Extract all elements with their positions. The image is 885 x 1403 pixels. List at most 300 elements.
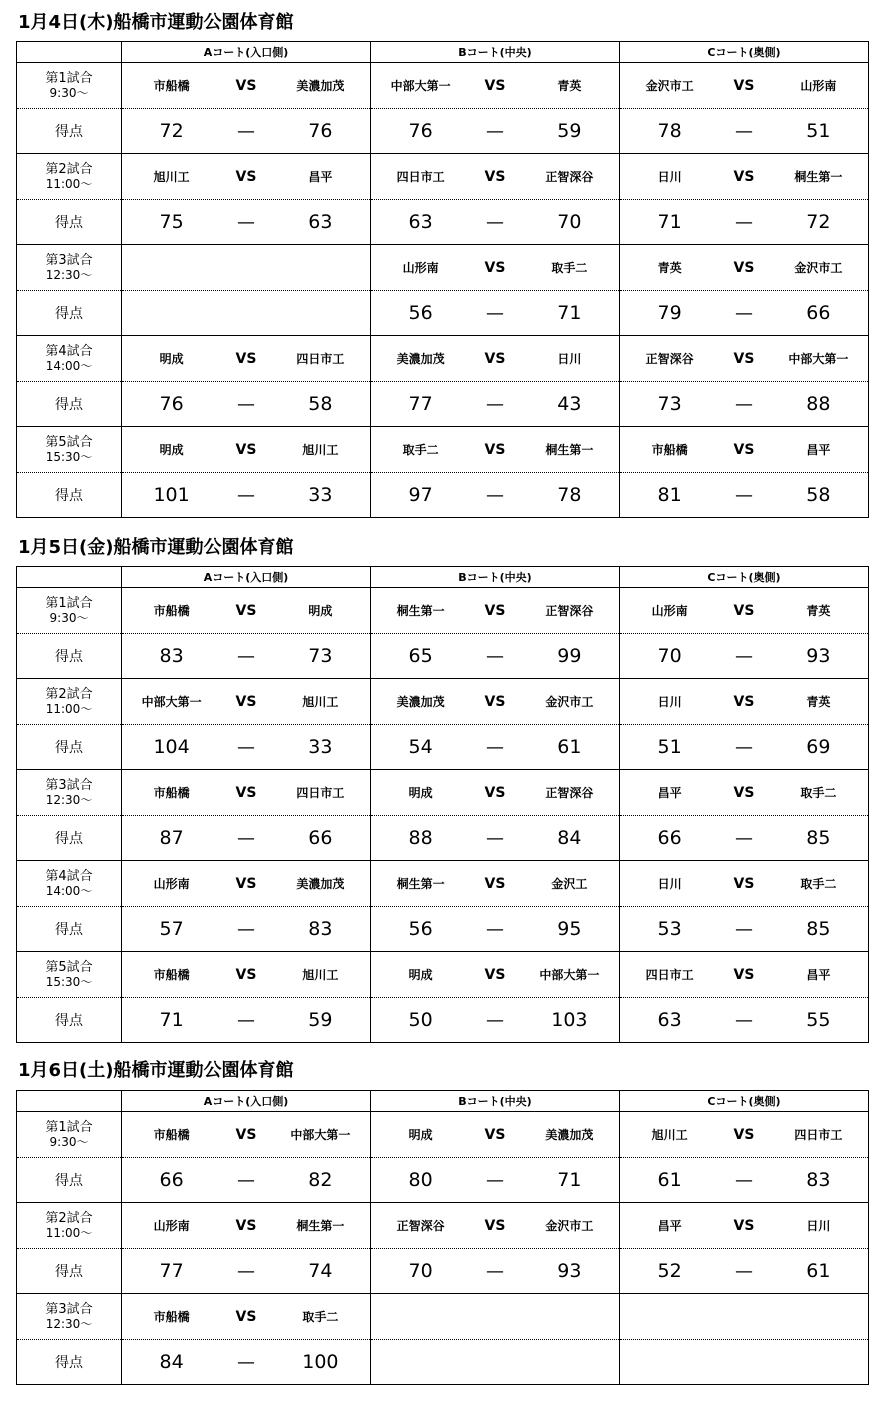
score-cell [620, 907, 869, 952]
matchup [620, 784, 868, 801]
vs-label: VS [484, 259, 506, 276]
score-cell [371, 200, 620, 245]
matchup-cell [371, 154, 620, 200]
matchup-cell [620, 952, 869, 998]
corner-cell [17, 567, 122, 588]
round-name: 第3試合 [45, 1301, 93, 1317]
match-row [17, 952, 869, 998]
corner-cell [17, 1091, 122, 1112]
home-score: 73 [657, 393, 682, 415]
score-dash: — [236, 1260, 255, 1282]
home-team: 明成 [159, 443, 184, 457]
away-score: 70 [557, 211, 582, 233]
matchup-cell [620, 63, 869, 109]
home-team: 四日市工 [396, 170, 445, 184]
matchup [620, 350, 868, 367]
score-row [17, 634, 869, 679]
away-team: 昌平 [806, 443, 831, 457]
score-row [17, 1340, 869, 1385]
away-team: 四日市工 [794, 1128, 843, 1142]
score-line [371, 736, 619, 758]
away-score: 61 [557, 736, 582, 758]
score-line [122, 1169, 370, 1191]
score-cell [122, 382, 371, 427]
home-score: 53 [657, 918, 682, 940]
vs-label: VS [235, 693, 257, 710]
score-dash: — [485, 827, 504, 849]
home-score: 81 [657, 484, 682, 506]
vs-label: VS [733, 784, 755, 801]
away-team: 青英 [557, 79, 582, 93]
corner-cell [17, 42, 122, 63]
score-row [17, 907, 869, 952]
home-team: 旭川工 [153, 170, 190, 184]
away-team: 旭川工 [302, 968, 339, 982]
home-score: 56 [408, 918, 433, 940]
score-label: 得点 [17, 725, 122, 770]
round-label [17, 770, 122, 816]
score-line [620, 736, 868, 758]
round-name: 第3試合 [45, 252, 93, 268]
home-score: 71 [159, 1009, 184, 1031]
match-row [17, 63, 869, 109]
score-cell [371, 1158, 620, 1203]
score-label: 得点 [17, 998, 122, 1043]
home-team: 取手二 [402, 443, 439, 457]
round-time: 11:00〜 [45, 176, 93, 191]
matchup-cell [620, 1112, 869, 1158]
away-score: 95 [557, 918, 582, 940]
home-score: 70 [408, 1260, 433, 1282]
home-team: 昌平 [657, 1219, 682, 1233]
matchup-cell [620, 336, 869, 382]
score-row [17, 725, 869, 770]
vs-label: VS [235, 966, 257, 983]
home-team: 市船橋 [153, 968, 190, 982]
score-dash: — [734, 827, 753, 849]
matchup [371, 168, 619, 185]
away-team: 取手二 [551, 261, 588, 275]
score-line [122, 918, 370, 940]
matchup-cell [371, 1203, 620, 1249]
vs-label: VS [484, 693, 506, 710]
round-name: 第2試合 [45, 1210, 93, 1226]
home-team: 金沢市工 [645, 79, 694, 93]
score-cell [620, 291, 869, 336]
vs-label: VS [733, 441, 755, 458]
away-score: 83 [308, 918, 333, 940]
score-cell [122, 907, 371, 952]
away-score: 93 [806, 645, 831, 667]
matchup [620, 966, 868, 983]
score-row [17, 291, 869, 336]
court-header-row [17, 42, 869, 63]
match-row [17, 588, 869, 634]
home-score: 63 [408, 211, 433, 233]
score-line [371, 1260, 619, 1282]
matchup-cell [122, 245, 371, 291]
match-row [17, 679, 869, 725]
match-row [17, 154, 869, 200]
score-dash: — [485, 1009, 504, 1031]
score-dash: — [734, 393, 753, 415]
court-header-row [17, 1091, 869, 1112]
matchup-cell [620, 1203, 869, 1249]
match-row [17, 1203, 869, 1249]
round-time: 15:30〜 [45, 974, 93, 989]
away-score: 58 [308, 393, 333, 415]
score-label: 得点 [17, 1249, 122, 1294]
court-header: Cコート(奥側) [620, 42, 869, 63]
score-dash: — [236, 484, 255, 506]
matchup-cell [122, 861, 371, 907]
score-dash: — [236, 918, 255, 940]
round-time: 11:00〜 [45, 1225, 93, 1240]
round-label [17, 861, 122, 907]
score-line [620, 302, 868, 324]
home-team: 旭川工 [651, 1128, 688, 1142]
matchup [371, 259, 619, 276]
matchup [122, 602, 370, 619]
round-label [17, 588, 122, 634]
matchup-cell [122, 952, 371, 998]
matchup [371, 875, 619, 892]
score-cell [122, 725, 371, 770]
vs-label: VS [235, 784, 257, 801]
home-score: 56 [408, 302, 433, 324]
away-team: 美濃加茂 [545, 1128, 594, 1142]
away-team: 正智深谷 [545, 786, 594, 800]
round-label [17, 1294, 122, 1340]
score-dash: — [485, 1169, 504, 1191]
score-dash: — [236, 827, 255, 849]
home-score: 104 [153, 736, 190, 758]
score-cell [122, 473, 371, 518]
away-team: 桐生第一 [296, 1219, 345, 1233]
away-score: 69 [806, 736, 831, 758]
score-dash: — [485, 918, 504, 940]
score-line [620, 120, 868, 142]
vs-label: VS [733, 259, 755, 276]
score-line [371, 1169, 619, 1191]
score-cell [122, 291, 371, 336]
matchup-cell [122, 154, 371, 200]
score-line [371, 645, 619, 667]
score-label: 得点 [17, 291, 122, 336]
round-time: 12:30〜 [45, 792, 93, 807]
away-score: 58 [806, 484, 831, 506]
away-score: 55 [806, 1009, 831, 1031]
matchup [122, 693, 370, 710]
home-team: 市船橋 [153, 1310, 190, 1324]
round-name: 第4試合 [45, 343, 93, 359]
home-team: 市船橋 [153, 1128, 190, 1142]
score-label: 得点 [17, 473, 122, 518]
score-line [371, 211, 619, 233]
vs-label: VS [733, 168, 755, 185]
matchup-cell [371, 952, 620, 998]
home-score: 97 [408, 484, 433, 506]
score-cell [620, 382, 869, 427]
score-cell [620, 109, 869, 154]
matchup [122, 441, 370, 458]
home-score: 77 [159, 1260, 184, 1282]
away-team: 中部大第一 [290, 1128, 351, 1142]
score-cell [122, 816, 371, 861]
round-label [17, 245, 122, 291]
matchup [620, 259, 868, 276]
score-dash: — [485, 484, 504, 506]
vs-label: VS [235, 602, 257, 619]
score-cell [371, 1340, 620, 1385]
home-team: 市船橋 [153, 786, 190, 800]
day-title: 1月4日(木)船橋市運動公園体育館 [18, 12, 294, 33]
home-score: 71 [657, 211, 682, 233]
vs-label: VS [733, 602, 755, 619]
vs-label: VS [484, 875, 506, 892]
away-team: 日川 [557, 352, 582, 366]
home-team: 山形南 [153, 877, 190, 891]
vs-label: VS [484, 350, 506, 367]
matchup [620, 875, 868, 892]
score-dash: — [734, 736, 753, 758]
match-row [17, 427, 869, 473]
score-cell [371, 998, 620, 1043]
vs-label: VS [235, 441, 257, 458]
round-name: 第3試合 [45, 777, 93, 793]
matchup-cell [122, 336, 371, 382]
home-score: 79 [657, 302, 682, 324]
score-cell [620, 1249, 869, 1294]
matchup-cell [620, 427, 869, 473]
matchup-cell [371, 679, 620, 725]
matchup [620, 1126, 868, 1143]
score-line [122, 1351, 370, 1373]
away-score: 66 [806, 302, 831, 324]
schedule-table [16, 1090, 869, 1385]
matchup-cell [122, 1112, 371, 1158]
matchup-cell [371, 63, 620, 109]
away-score: 43 [557, 393, 582, 415]
home-team: 桐生第一 [396, 604, 445, 618]
away-team: 昌平 [308, 170, 333, 184]
score-cell [122, 1249, 371, 1294]
vs-label: VS [235, 1308, 257, 1325]
score-dash: — [734, 1169, 753, 1191]
vs-label: VS [484, 602, 506, 619]
matchup [122, 1217, 370, 1234]
vs-label: VS [235, 168, 257, 185]
score-cell [371, 907, 620, 952]
score-label: 得点 [17, 200, 122, 245]
matchup-cell [122, 427, 371, 473]
score-dash: — [236, 120, 255, 142]
round-label [17, 1112, 122, 1158]
matchup-cell [371, 861, 620, 907]
matchup [122, 168, 370, 185]
round-time: 12:30〜 [45, 267, 93, 282]
away-team: 美濃加茂 [296, 79, 345, 93]
home-score: 52 [657, 1260, 682, 1282]
matchup [122, 350, 370, 367]
round-name: 第5試合 [45, 959, 93, 975]
round-time: 12:30〜 [45, 1316, 93, 1331]
score-dash: — [485, 120, 504, 142]
matchup-cell [371, 1112, 620, 1158]
away-team: 四日市工 [296, 786, 345, 800]
home-team: 明成 [159, 352, 184, 366]
court-header: Bコート(中央) [371, 567, 620, 588]
away-score: 71 [557, 302, 582, 324]
away-score: 83 [806, 1169, 831, 1191]
matchup [371, 1217, 619, 1234]
score-cell [620, 1158, 869, 1203]
home-team: 中部大第一 [390, 79, 451, 93]
score-cell [371, 473, 620, 518]
away-score: 59 [557, 120, 582, 142]
score-line [371, 827, 619, 849]
score-line [122, 484, 370, 506]
matchup-cell [371, 427, 620, 473]
home-score: 61 [657, 1169, 682, 1191]
matchup [620, 168, 868, 185]
home-score: 63 [657, 1009, 682, 1031]
round-label [17, 679, 122, 725]
away-score: 59 [308, 1009, 333, 1031]
vs-label: VS [484, 966, 506, 983]
match-row [17, 1112, 869, 1158]
score-dash: — [485, 645, 504, 667]
home-score: 51 [657, 736, 682, 758]
away-team: 青英 [806, 695, 831, 709]
matchup [122, 875, 370, 892]
away-team: 金沢市工 [545, 1219, 594, 1233]
matchup-cell [620, 154, 869, 200]
away-score: 85 [806, 827, 831, 849]
vs-label: VS [235, 875, 257, 892]
score-dash: — [734, 918, 753, 940]
score-cell [620, 200, 869, 245]
home-team: 市船橋 [651, 443, 688, 457]
match-row [17, 245, 869, 291]
score-label: 得点 [17, 816, 122, 861]
away-score: 71 [557, 1169, 582, 1191]
score-cell [371, 725, 620, 770]
away-team: 山形南 [800, 79, 837, 93]
matchup [620, 1217, 868, 1234]
score-dash: — [236, 1009, 255, 1031]
away-score: 100 [302, 1351, 339, 1373]
score-line [620, 484, 868, 506]
home-score: 66 [657, 827, 682, 849]
score-cell [122, 634, 371, 679]
home-team: 桐生第一 [396, 877, 445, 891]
score-cell [620, 725, 869, 770]
home-score: 88 [408, 827, 433, 849]
score-line [122, 827, 370, 849]
score-row [17, 382, 869, 427]
round-name: 第5試合 [45, 434, 93, 450]
away-score: 61 [806, 1260, 831, 1282]
score-line [371, 120, 619, 142]
day-title: 1月6日(土)船橋市運動公園体育館 [18, 1060, 294, 1081]
score-line [371, 393, 619, 415]
score-dash: — [485, 393, 504, 415]
home-team: 正智深谷 [396, 1219, 445, 1233]
round-time: 14:00〜 [45, 358, 93, 373]
score-cell [371, 109, 620, 154]
score-cell [122, 1340, 371, 1385]
home-score: 54 [408, 736, 433, 758]
match-row [17, 336, 869, 382]
score-label: 得点 [17, 109, 122, 154]
score-line [122, 393, 370, 415]
home-team: 青英 [657, 261, 682, 275]
away-score: 74 [308, 1260, 333, 1282]
home-team: 山形南 [402, 261, 439, 275]
court-header: Cコート(奥側) [620, 567, 869, 588]
matchup [371, 1126, 619, 1143]
away-team: 中部大第一 [788, 352, 849, 366]
score-dash: — [236, 211, 255, 233]
round-time: 9:30〜 [49, 1134, 89, 1149]
matchup [122, 1308, 370, 1325]
away-team: 取手二 [800, 877, 837, 891]
score-row [17, 109, 869, 154]
matchup-cell [122, 770, 371, 816]
away-score: 82 [308, 1169, 333, 1191]
score-cell [371, 816, 620, 861]
home-score: 72 [159, 120, 184, 142]
court-header: Cコート(奥側) [620, 1091, 869, 1112]
round-time: 11:00〜 [45, 701, 93, 716]
round-label [17, 427, 122, 473]
home-team: 山形南 [153, 1219, 190, 1233]
score-dash: — [485, 302, 504, 324]
away-team: 正智深谷 [545, 604, 594, 618]
home-team: 山形南 [651, 604, 688, 618]
home-score: 101 [153, 484, 190, 506]
matchup [122, 1126, 370, 1143]
vs-label: VS [484, 77, 506, 94]
score-row [17, 998, 869, 1043]
court-header: Aコート(入口側) [122, 567, 371, 588]
away-score: 88 [806, 393, 831, 415]
home-team: 明成 [408, 968, 433, 982]
home-score: 76 [159, 393, 184, 415]
vs-label: VS [733, 1126, 755, 1143]
score-dash: — [236, 393, 255, 415]
court-header: Aコート(入口側) [122, 1091, 371, 1112]
home-team: 美濃加茂 [396, 352, 445, 366]
matchup [371, 441, 619, 458]
match-row [17, 770, 869, 816]
home-score: 50 [408, 1009, 433, 1031]
vs-label: VS [484, 168, 506, 185]
vs-label: VS [235, 77, 257, 94]
matchup-cell [620, 770, 869, 816]
home-score: 57 [159, 918, 184, 940]
score-label: 得点 [17, 907, 122, 952]
away-team: 日川 [806, 1219, 831, 1233]
court-header: Aコート(入口側) [122, 42, 371, 63]
score-row [17, 473, 869, 518]
score-label: 得点 [17, 1340, 122, 1385]
away-score: 85 [806, 918, 831, 940]
matchup-cell [620, 1294, 869, 1340]
score-line [122, 1260, 370, 1282]
score-label: 得点 [17, 1158, 122, 1203]
